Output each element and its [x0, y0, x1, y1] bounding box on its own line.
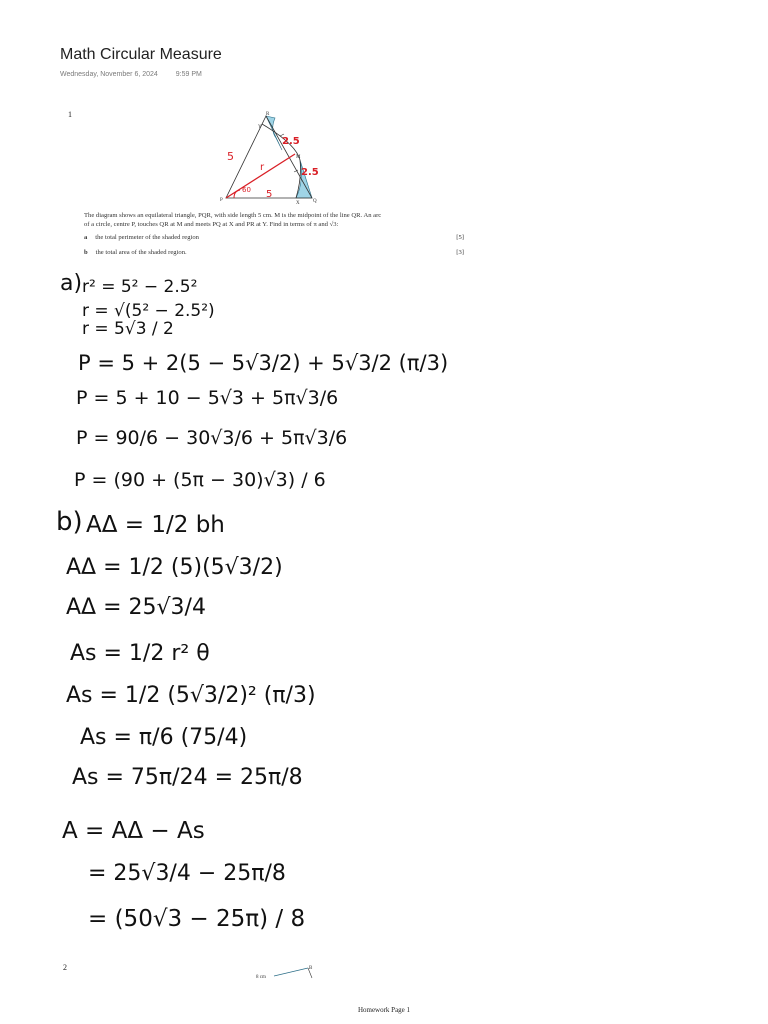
- part-b-label: b): [56, 507, 83, 537]
- solution-line: As = 1/2 (5√3/2)² (π/3): [66, 683, 316, 708]
- annotation-side-bottom: 5: [266, 189, 273, 200]
- question-2-number: 2: [63, 963, 67, 972]
- part-a-label: a): [60, 271, 83, 296]
- solution-line: r² = 5² − 2.5²: [82, 277, 198, 297]
- label-y: Y: [258, 125, 262, 130]
- solution-line: As = 75π/24 = 25π/8: [72, 765, 303, 790]
- part-b-letter: b: [84, 249, 88, 256]
- solution-line: P = 90/6 − 30√3/6 + 5π√3/6: [76, 427, 348, 449]
- question-2-diagram-fragment: [250, 960, 330, 990]
- part-a-marks: [5]: [456, 234, 464, 241]
- solution-line: P = 5 + 2(5 − 5√3/2) + 5√3/2 (π/3): [78, 351, 449, 375]
- problem-line-1: The diagram shows an equilateral triangle, PQR, with side length 5 cm. M is the midpoint of the line QR. An arc: [84, 212, 382, 219]
- part-a-text: the total perimeter of the shaded region: [95, 234, 199, 241]
- solution-line: P = (90 + (5π − 30)√3) / 6: [74, 469, 326, 491]
- solution-line: r = 5√3 / 2: [82, 319, 174, 339]
- page-footer: Homework Page 1: [357, 1006, 411, 1014]
- solution-line: AΔ = 1/2 (5)(5√3/2): [66, 555, 283, 580]
- solution-line: A = AΔ − As: [62, 818, 205, 844]
- q2-label-b: B: [309, 966, 313, 971]
- solution-part-b: [56, 507, 316, 932]
- annotation-bottom-half: 2.5: [301, 167, 319, 178]
- part-b-text: the total area of the shaded region.: [95, 249, 187, 256]
- label-q: Q: [313, 199, 317, 204]
- solution-line: AΔ = 1/2 bh: [86, 512, 225, 538]
- solution-line: As = π/6 (75/4): [80, 725, 248, 750]
- q2-line: [274, 968, 308, 976]
- solution-line: P = 5 + 10 − 5√3 + 5π√3/6: [76, 387, 339, 409]
- solution-part-a: [60, 271, 448, 491]
- page-time: 9:59 PM: [175, 71, 202, 78]
- page-title: Math Circular Measure: [60, 46, 222, 63]
- label-m: M: [296, 155, 301, 160]
- label-p: P: [220, 198, 223, 203]
- annotation-radius: r: [260, 162, 265, 173]
- solution-line: = 25√3/4 − 25π/8: [88, 861, 286, 886]
- annotation-top-half: 2.5: [282, 136, 300, 147]
- part-a-letter: a: [84, 234, 88, 241]
- solution-line: AΔ = 25√3/4: [66, 595, 206, 620]
- solution-line: As = 1/2 r² θ: [70, 641, 210, 666]
- annotation-side-left: 5: [227, 150, 234, 163]
- q2-length-label: 8 cm: [256, 975, 266, 980]
- question-number: 1: [68, 110, 72, 119]
- problem-line-2: of a circle, centre P, touches QR at M and meets PQ at X and PR at Y. Find in terms of π and √3:: [84, 221, 339, 228]
- part-b-marks: [3]: [456, 249, 464, 256]
- solution-line: = (50√3 − 25π) / 8: [88, 906, 306, 932]
- solution-line: r = √(5² − 2.5²): [82, 301, 215, 321]
- label-r: R: [266, 112, 270, 117]
- annotation-angle: 60: [242, 186, 251, 194]
- page-date: Wednesday, November 6, 2024: [60, 71, 158, 78]
- label-x: X: [296, 201, 300, 204]
